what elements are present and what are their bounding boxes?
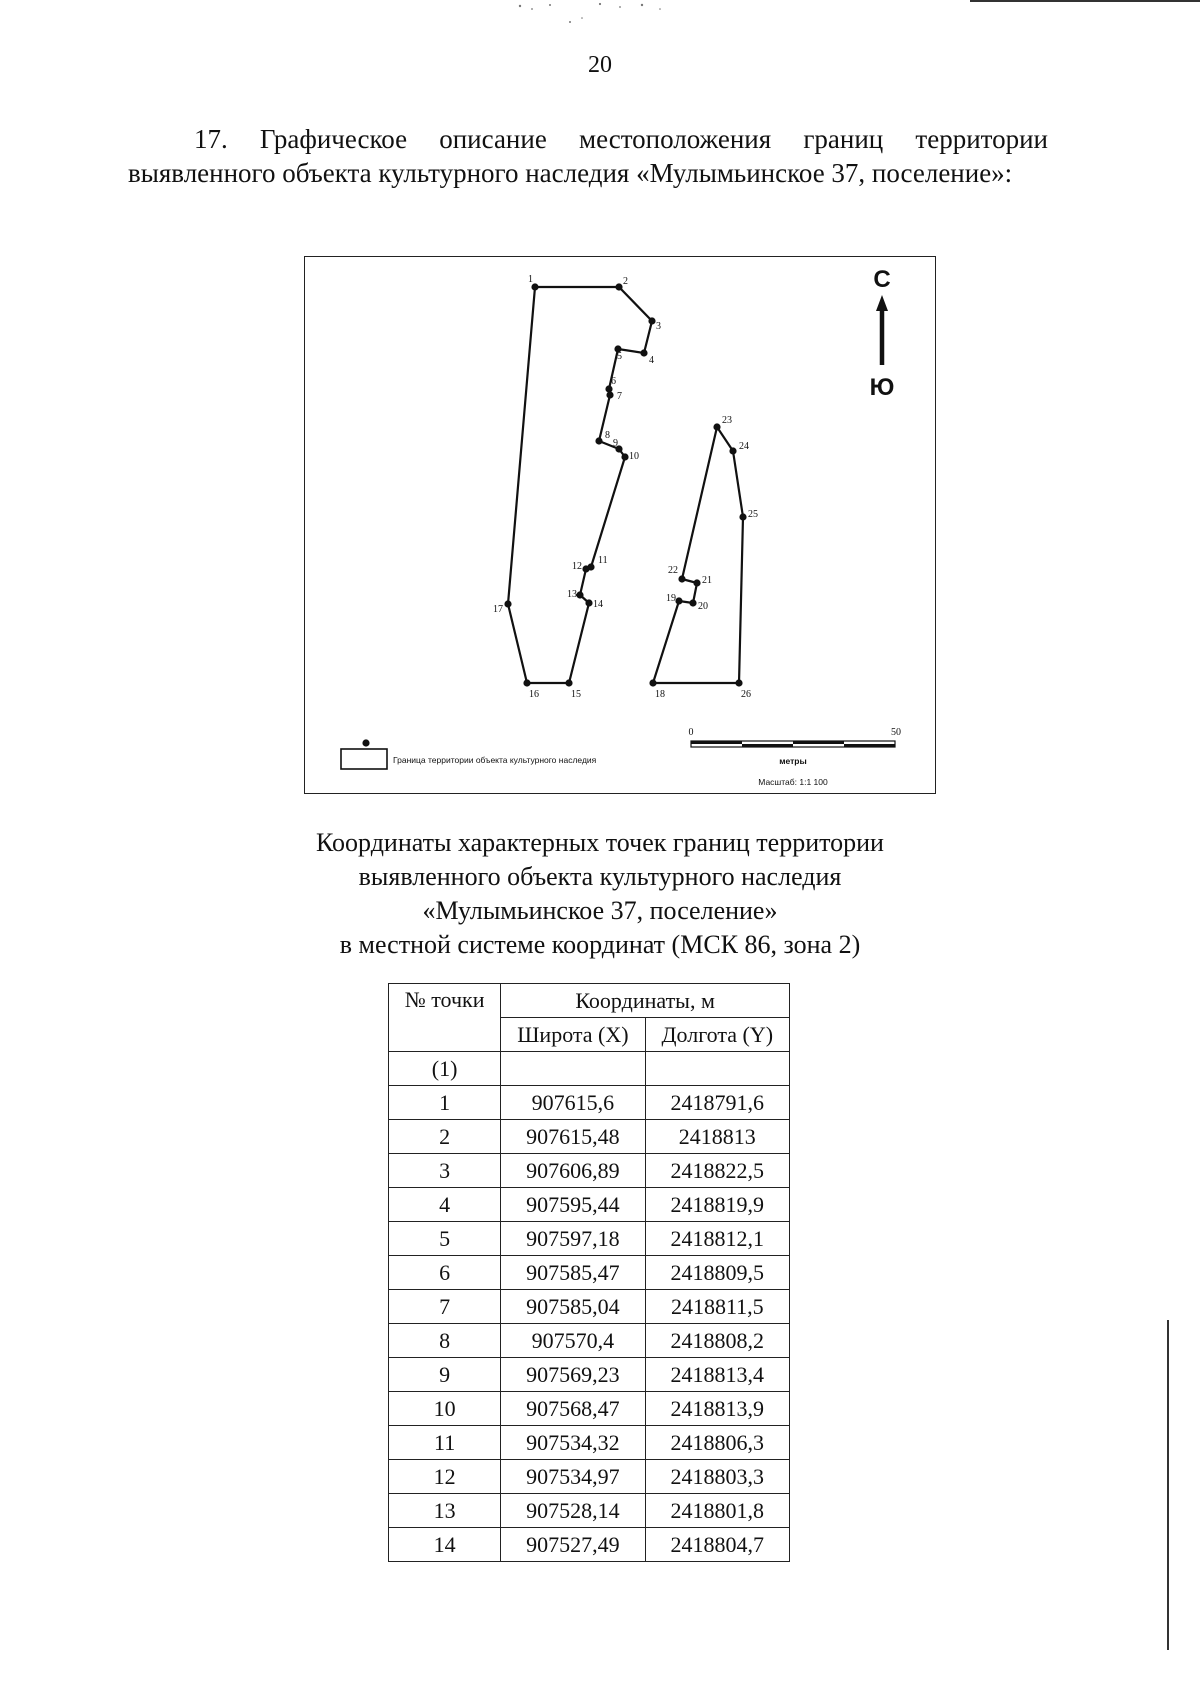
longitude-y-cell: 2418801,8 [645, 1494, 789, 1528]
boundary-point-marker [678, 575, 685, 582]
boundary-point-label: 4 [649, 355, 654, 366]
table-row [389, 1460, 790, 1494]
boundary-point-marker [640, 349, 647, 356]
north-arrow-icon [876, 295, 888, 311]
scale-bar-segment-3 [793, 741, 844, 744]
point-number-cell: 1 [389, 1086, 501, 1120]
point-number-cell: 10 [389, 1392, 501, 1426]
table-row [389, 1392, 790, 1426]
boundary-point-marker [729, 447, 736, 454]
boundary-point-marker [693, 579, 700, 586]
point-number-cell: 5 [389, 1222, 501, 1256]
boundary-point-label: 26 [741, 689, 751, 700]
boundary-point-marker [576, 591, 583, 598]
intro-text: 17. Графическое описание местоположения границ территории выявленного объекта культурного наследия «Мулымьинское 37, поселение»: [128, 124, 1048, 188]
longitude-y-cell: 2418813 [645, 1120, 789, 1154]
latitude-x-cell: 907606,89 [501, 1154, 645, 1188]
scan-edge-line [970, 0, 1200, 2]
boundary-point-label: 3 [656, 321, 661, 332]
table-row [389, 1290, 790, 1324]
longitude-y-cell: 2418812,1 [645, 1222, 789, 1256]
scale-units-label: метры [779, 756, 807, 766]
boundary-point-marker [713, 423, 720, 430]
scale-start-label: 0 [688, 727, 694, 738]
point-number-cell: 9 [389, 1358, 501, 1392]
boundary-point-label: 1 [528, 274, 533, 285]
boundary-point-label: 10 [629, 451, 639, 462]
boundary-point-marker [735, 679, 742, 686]
boundary-point-label: 22 [668, 565, 678, 576]
boundary-point-label: 11 [598, 555, 608, 566]
boundary-point-marker [504, 600, 511, 607]
boundary-point-label: 16 [529, 689, 539, 700]
boundary-point-marker [689, 599, 696, 606]
boundary-point-marker [523, 679, 530, 686]
longitude-y-cell: 2418813,9 [645, 1392, 789, 1426]
boundary-point-label: 24 [739, 441, 749, 452]
boundary-point-label: 15 [571, 689, 581, 700]
latitude-x-cell: 907585,47 [501, 1256, 645, 1290]
longitude-y-cell: 2418819,9 [645, 1188, 789, 1222]
table-index-row [389, 1052, 790, 1086]
scale-end-label: 50 [891, 727, 901, 738]
latitude-x-cell: 907528,14 [501, 1494, 645, 1528]
boundary-polygon-east [653, 427, 743, 683]
point-number-cell: 13 [389, 1494, 501, 1528]
caption-line-4: в местной системе координат (МСК 86, зона 2) [339, 930, 861, 959]
boundary-point-marker [675, 597, 682, 604]
longitude-y-cell: 2418804,7 [645, 1528, 789, 1562]
index-cell: (1) [389, 1052, 501, 1086]
latitude-x-cell: 907615,6 [501, 1086, 645, 1120]
longitude-y-cell: 2418809,5 [645, 1256, 789, 1290]
point-number-cell: 6 [389, 1256, 501, 1290]
caption-line-2: выявленного объекта культурного наследия [358, 862, 842, 891]
boundary-point-marker [582, 565, 589, 572]
boundary-point-marker [585, 599, 592, 606]
index-cell-empty [501, 1052, 645, 1086]
boundary-point-label: 12 [572, 561, 582, 572]
intro-paragraph [128, 122, 1048, 190]
boundary-point-label: 14 [593, 599, 603, 610]
boundary-point-label: 8 [605, 430, 610, 441]
north-label: С [873, 266, 891, 293]
boundary-point-label: 18 [655, 689, 665, 700]
legend-boundary-swatch [341, 749, 387, 769]
point-number-cell: 4 [389, 1188, 501, 1222]
point-number-cell: 14 [389, 1528, 501, 1562]
table-row [389, 1494, 790, 1528]
boundary-polygon-west [508, 287, 652, 683]
table-row [389, 1154, 790, 1188]
header-longitude-y: Долгота (Y) [645, 1018, 789, 1052]
boundary-point-marker [615, 283, 622, 290]
boundary-point-label: 5 [617, 351, 622, 362]
boundary-point-label: 9 [613, 438, 618, 449]
boundary-point-label: 13 [567, 589, 577, 600]
longitude-y-cell: 2418803,3 [645, 1460, 789, 1494]
table-row [389, 1528, 790, 1562]
longitude-y-cell: 2418811,5 [645, 1290, 789, 1324]
boundary-point-marker [606, 391, 613, 398]
boundary-point-marker [648, 317, 655, 324]
table-row [389, 1188, 790, 1222]
page-number: 20 [588, 52, 612, 78]
latitude-x-cell: 907534,32 [501, 1426, 645, 1460]
table-caption [0, 826, 1200, 962]
boundary-point-label: 2 [623, 276, 628, 287]
header-coordinates: Координаты, м [501, 984, 790, 1018]
scale-ratio-label: Масштаб: 1:1 100 [758, 777, 828, 787]
latitude-x-cell: 907534,97 [501, 1460, 645, 1494]
boundary-point-label: 25 [748, 509, 758, 520]
table-row [389, 1222, 790, 1256]
table-row [389, 1358, 790, 1392]
table-row [389, 1120, 790, 1154]
latitude-x-cell: 907597,18 [501, 1222, 645, 1256]
boundary-map-svg [305, 257, 937, 795]
boundary-point-marker [565, 679, 572, 686]
latitude-x-cell: 907585,04 [501, 1290, 645, 1324]
latitude-x-cell: 907568,47 [501, 1392, 645, 1426]
latitude-x-cell: 907595,44 [501, 1188, 645, 1222]
coordinates-table [388, 983, 790, 1562]
boundary-point-label: 7 [617, 391, 622, 402]
caption-line-3: «Мулымьинское 37, поселение» [422, 896, 778, 925]
latitude-x-cell: 907570,4 [501, 1324, 645, 1358]
index-cell-empty [645, 1052, 789, 1086]
scan-margin-line [1167, 1320, 1169, 1650]
boundary-point-label: 20 [698, 601, 708, 612]
point-number-cell: 3 [389, 1154, 501, 1188]
header-point-number: № точки [389, 984, 501, 1052]
boundary-point-label: 6 [611, 376, 616, 387]
longitude-y-cell: 2418822,5 [645, 1154, 789, 1188]
latitude-x-cell: 907615,48 [501, 1120, 645, 1154]
legend-point-icon [362, 739, 369, 746]
boundary-point-label: 19 [666, 593, 676, 604]
boundary-point-label: 17 [493, 604, 503, 615]
point-number-cell: 7 [389, 1290, 501, 1324]
boundary-point-label: 23 [722, 415, 732, 426]
latitude-x-cell: 907569,23 [501, 1358, 645, 1392]
scale-bar-segment-2 [742, 744, 793, 747]
legend-text: Граница территории объекта культурного наследия [393, 755, 597, 765]
table-row [389, 1324, 790, 1358]
scale-bar-segment-4 [844, 744, 895, 747]
table-row [389, 1086, 790, 1120]
scale-bar-segment-1 [691, 741, 742, 744]
longitude-y-cell: 2418808,2 [645, 1324, 789, 1358]
scan-specks [470, 0, 710, 30]
boundary-point-marker [649, 679, 656, 686]
table-row [389, 1426, 790, 1460]
boundary-point-label: 21 [702, 575, 712, 586]
point-number-cell: 2 [389, 1120, 501, 1154]
longitude-y-cell: 2418813,4 [645, 1358, 789, 1392]
south-label: Ю [869, 374, 895, 401]
latitude-x-cell: 907527,49 [501, 1528, 645, 1562]
point-number-cell: 11 [389, 1426, 501, 1460]
caption-line-1: Координаты характерных точек границ территории [316, 828, 884, 857]
boundary-point-marker [595, 437, 602, 444]
point-number-cell: 8 [389, 1324, 501, 1358]
point-number-cell: 12 [389, 1460, 501, 1494]
table-row [389, 1256, 790, 1290]
longitude-y-cell: 2418806,3 [645, 1426, 789, 1460]
boundary-point-marker [739, 513, 746, 520]
longitude-y-cell: 2418791,6 [645, 1086, 789, 1120]
header-latitude-x: Широта (X) [501, 1018, 645, 1052]
boundary-map [304, 256, 936, 794]
boundary-point-marker [621, 453, 628, 460]
table-header-row [389, 984, 790, 1018]
